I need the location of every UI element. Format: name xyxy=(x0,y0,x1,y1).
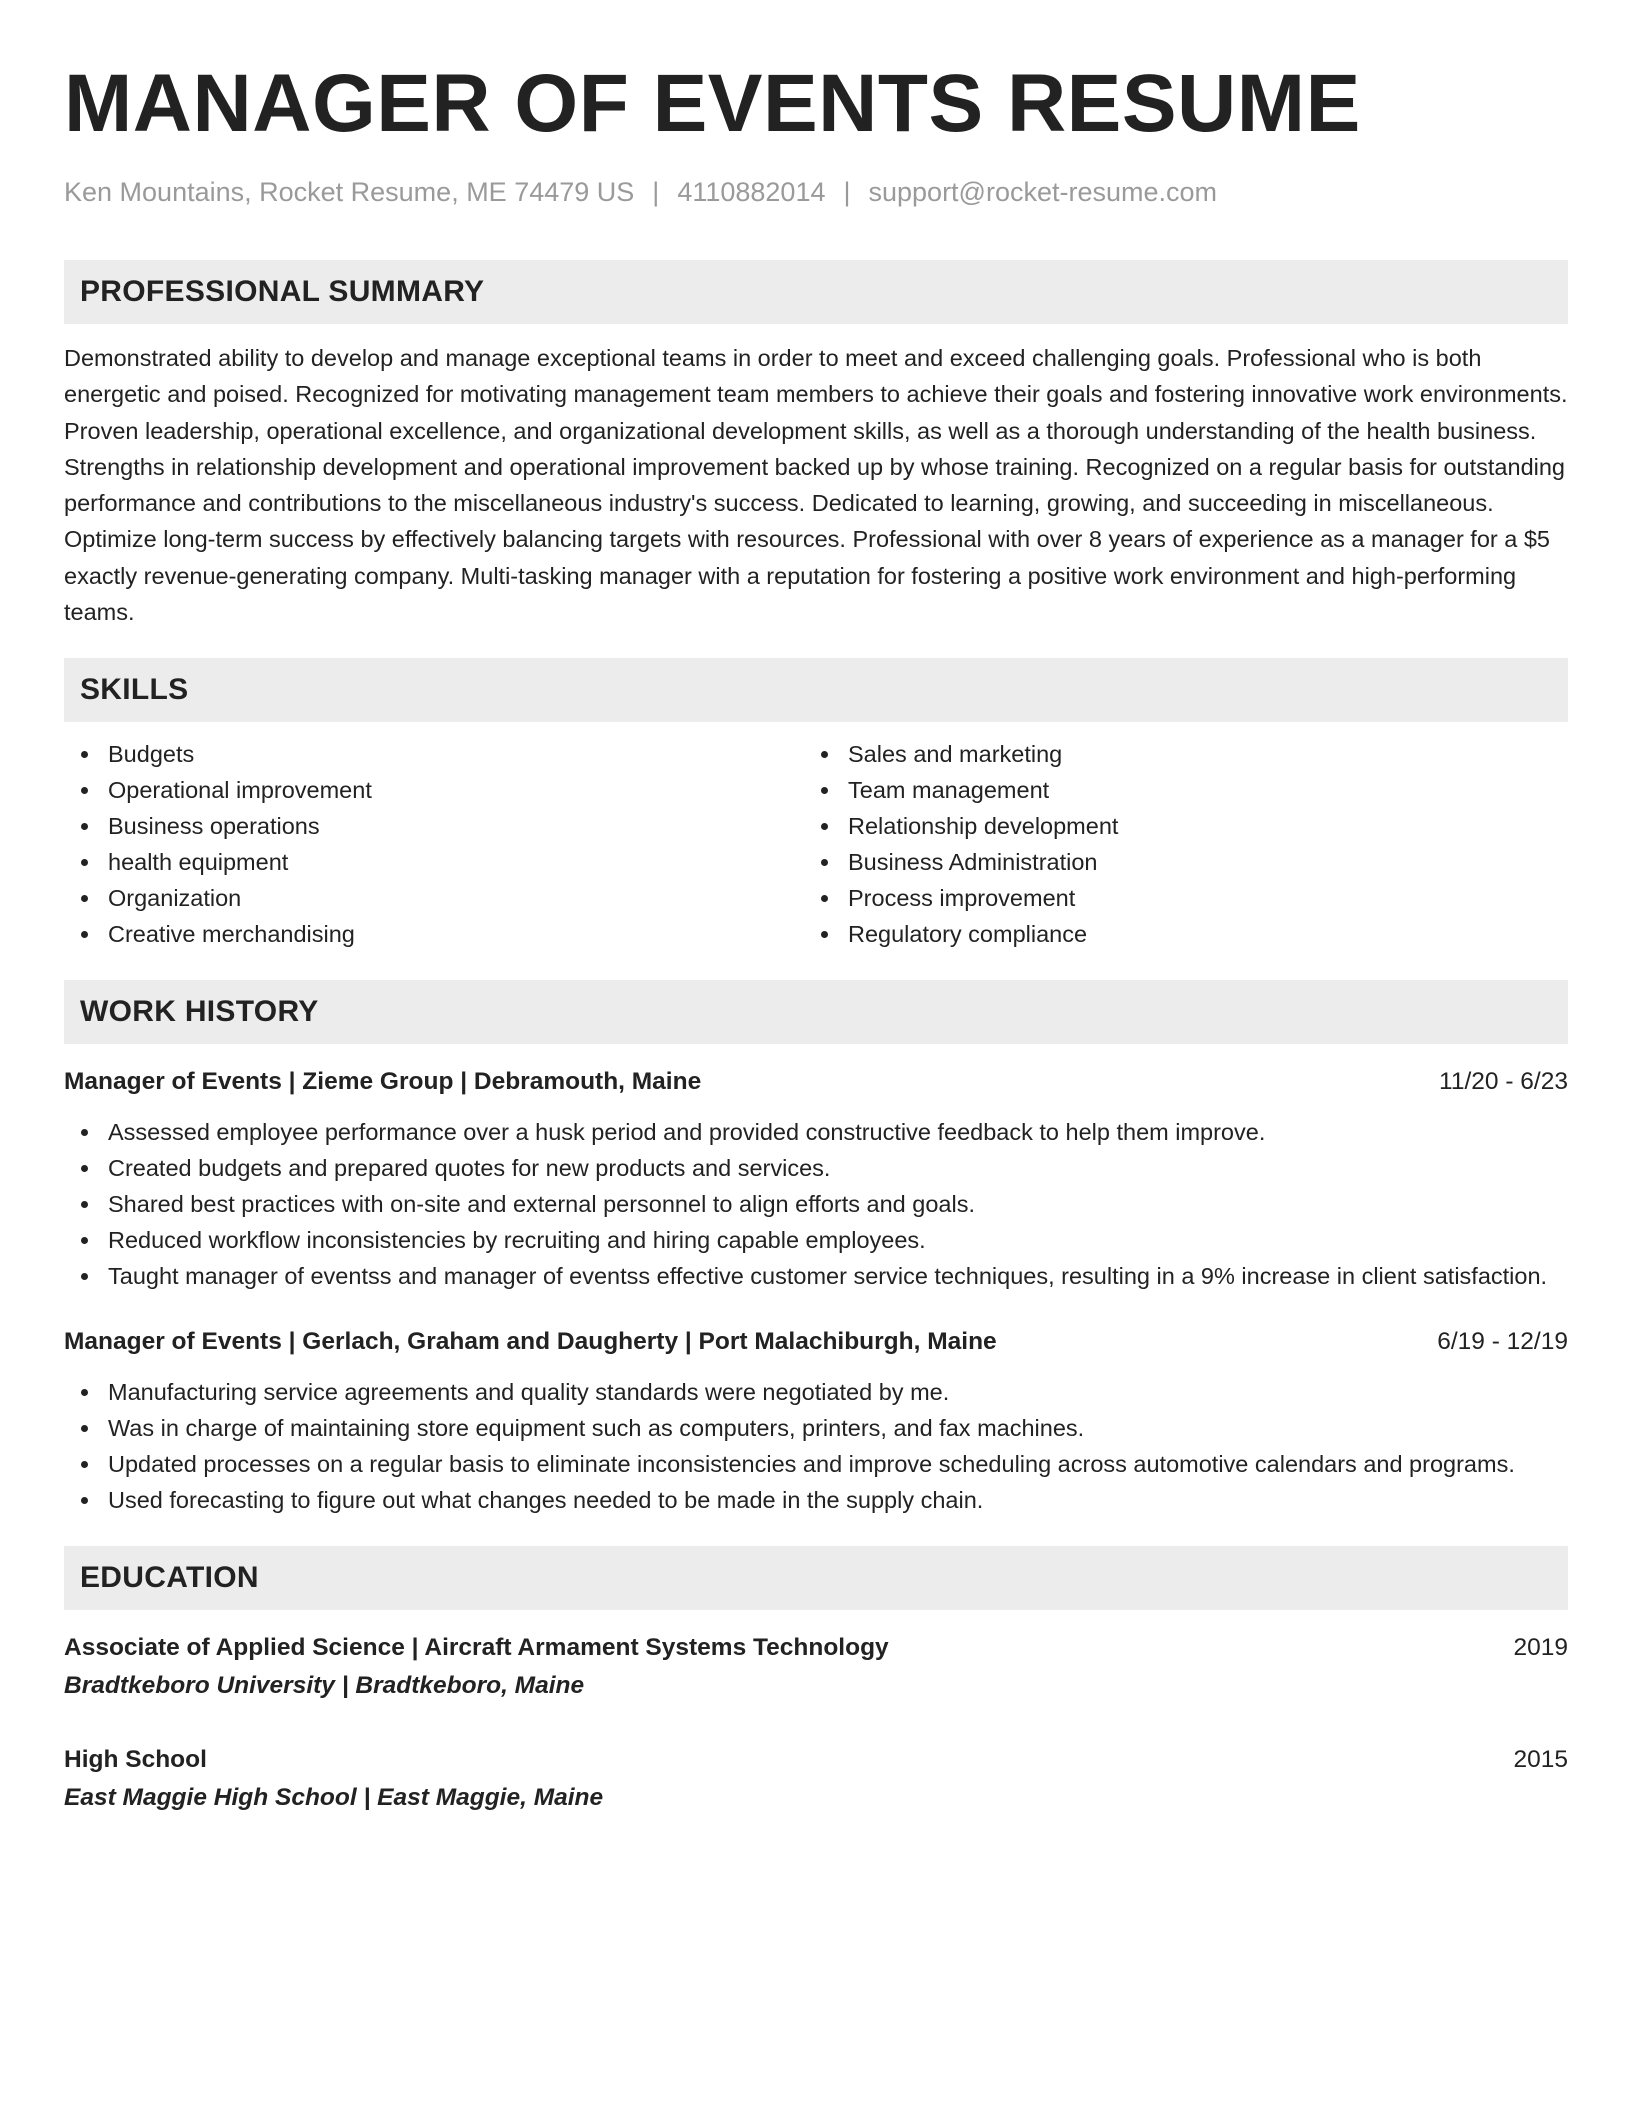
contact-email: support@rocket-resume.com xyxy=(868,177,1218,207)
education-entry xyxy=(64,1630,1568,1704)
skill-item: Business operations xyxy=(64,808,804,844)
education-year: 2015 xyxy=(1513,1746,1568,1774)
skill-item: Operational improvement xyxy=(64,772,804,808)
skill-item: Regulatory compliance xyxy=(804,916,1544,952)
resume-title: MANAGER OF EVENTS RESUME xyxy=(64,58,1361,149)
education-header xyxy=(64,1630,1568,1666)
work-history-section-header: WORK HISTORY xyxy=(64,980,1568,1044)
education-degree: High School xyxy=(64,1746,207,1774)
skill-item: Business Administration xyxy=(804,844,1544,880)
skills-section-header: SKILLS xyxy=(64,658,1568,722)
education-school: Bradtkeboro University | Bradtkeboro, Maine xyxy=(64,1672,585,1700)
summary-section-header: PROFESSIONAL SUMMARY xyxy=(64,260,1568,324)
job-bullet: Was in charge of maintaining store equipment such as computers, printers, and fax machines. xyxy=(64,1410,1568,1446)
job-bullet: Manufacturing service agreements and quality standards were negotiated by me. xyxy=(64,1374,1568,1410)
skill-item: health equipment xyxy=(64,844,804,880)
summary-text: Demonstrated ability to develop and manage exceptional teams in order to meet and exceed challenging goals. Professional who is both energetic and poised. Recognized for motivating management team members to achieve their goals and fostering innovative work environments. Proven leadership, operational excellence, and organizational development skills, as well as a thorough understanding of the health business. Strengths in relationship development and operational improvement backed up by whose training. Recognized on a regular basis for outstanding performance and contributions to the miscellaneous industry's success. Dedicated to learning, growing, and succeeding in miscellaneous. Optimize long-term success by effectively balancing targets with resources. Professional with over 8 years of experience as a manager for a $5 exactly revenue-generating company. Multi-tasking manager with a reputation for fostering a positive work environment and high-performing teams. xyxy=(64,345,1568,626)
skill-item: Organization xyxy=(64,880,804,916)
skills-grid xyxy=(64,736,1568,952)
skill-item: Sales and marketing xyxy=(804,736,1544,772)
education-header xyxy=(64,1742,1568,1778)
education-year: 2019 xyxy=(1513,1634,1568,1662)
job-dates: 6/19 - 12/19 xyxy=(1437,1328,1568,1356)
job-entry xyxy=(64,1324,1568,1518)
education-section-header: EDUCATION xyxy=(64,1546,1568,1610)
job-bullet: Assessed employee performance over a husk period and provided constructive feedback to help them improve. xyxy=(64,1114,1568,1150)
job-title: Manager of Events | Zieme Group | Debramouth, Maine xyxy=(64,1068,702,1096)
job-header xyxy=(64,1324,1568,1360)
contact-line xyxy=(64,174,1568,210)
education-degree: Associate of Applied Science | Aircraft Armament Systems Technology xyxy=(64,1634,889,1662)
job-bullets xyxy=(64,1114,1568,1294)
job-title: Manager of Events | Gerlach, Graham and Daugherty | Port Malachiburgh, Maine xyxy=(64,1328,997,1356)
skill-item: Budgets xyxy=(64,736,804,772)
contact-separator: | xyxy=(843,177,851,207)
job-bullet: Used forecasting to figure out what changes needed to be made in the supply chain. xyxy=(64,1482,1568,1518)
job-bullets xyxy=(64,1374,1568,1518)
job-bullet: Taught manager of eventss and manager of eventss effective customer service techniques, resulting in a 9% increase in client satisfaction. xyxy=(64,1258,1568,1294)
skills-column-left xyxy=(64,736,804,952)
skill-item: Team management xyxy=(804,772,1544,808)
contact-separator: | xyxy=(652,177,660,207)
job-bullet: Reduced workflow inconsistencies by recruiting and hiring capable employees. xyxy=(64,1222,1568,1258)
contact-phone: 4110882014 xyxy=(677,177,826,207)
skill-item: Process improvement xyxy=(804,880,1544,916)
skill-item: Creative merchandising xyxy=(64,916,804,952)
education-school: East Maggie High School | East Maggie, Maine xyxy=(64,1784,604,1812)
skill-item: Relationship development xyxy=(804,808,1544,844)
job-dates: 11/20 - 6/23 xyxy=(1439,1068,1568,1096)
education-entry xyxy=(64,1742,1568,1816)
job-entry xyxy=(64,1064,1568,1294)
skills-column-right xyxy=(804,736,1544,952)
job-header xyxy=(64,1064,1568,1100)
contact-address: Ken Mountains, Rocket Resume, ME 74479 US xyxy=(64,177,635,207)
job-bullet: Shared best practices with on-site and external personnel to align efforts and goals. xyxy=(64,1186,1568,1222)
job-bullet: Updated processes on a regular basis to eliminate inconsistencies and improve scheduling across automotive calendars and programs. xyxy=(64,1446,1568,1482)
job-bullet: Created budgets and prepared quotes for new products and services. xyxy=(64,1150,1568,1186)
